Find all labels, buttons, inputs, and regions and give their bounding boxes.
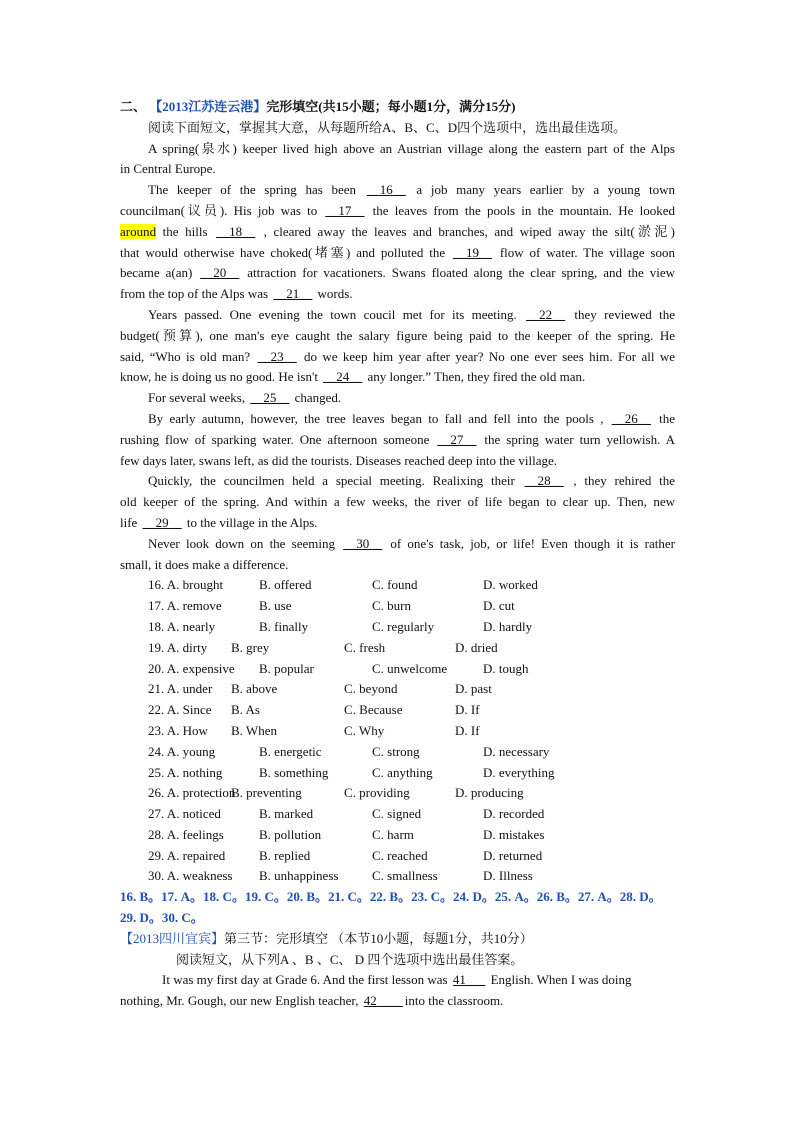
option-row bbox=[120, 866, 675, 887]
option-choice: D. returned bbox=[483, 847, 543, 863]
option-choice: B. use bbox=[259, 598, 292, 614]
option-choice: B. When bbox=[231, 722, 277, 738]
text-run: , they rehired the bbox=[565, 473, 675, 489]
blank-16: __16__ bbox=[366, 182, 406, 198]
option-row bbox=[120, 721, 675, 742]
option-choice: C. strong bbox=[372, 743, 420, 759]
blank-41: 41___ bbox=[452, 972, 486, 988]
passage-paragraph-7 bbox=[120, 534, 675, 576]
option-choice: D. producing bbox=[455, 785, 524, 801]
passage-line: budget(预算), one man's eye caught the salary figure being paid to the keeper of the spring. He bbox=[120, 327, 675, 343]
text-run: rushing flow of sparking water. One afternoon someone bbox=[120, 431, 436, 447]
passage-line bbox=[120, 347, 675, 368]
section2-source-tag: 【2013四川宜宾】 bbox=[120, 930, 225, 946]
text-run: Quickly, the councilmen held a special meeting. Realixing their bbox=[148, 473, 523, 489]
passage-paragraph-6 bbox=[120, 471, 675, 533]
option-row bbox=[120, 825, 675, 846]
option-row bbox=[120, 679, 675, 700]
text-run: It was my first day at Grade 6. And the first lesson was bbox=[162, 972, 451, 988]
text-run: to the village in the Alps. bbox=[183, 514, 318, 530]
passage-paragraph-4 bbox=[120, 388, 675, 409]
blank-28: __28__ bbox=[524, 473, 564, 489]
option-choice: D. If bbox=[455, 702, 480, 718]
passage-line bbox=[120, 367, 675, 388]
option-choice: B. preventing bbox=[231, 785, 302, 801]
option-row bbox=[120, 700, 675, 721]
text-run: became a(an) bbox=[120, 265, 199, 281]
option-choice: C. Because bbox=[344, 702, 403, 718]
option-choice: 21. A. under bbox=[148, 681, 213, 697]
section2-instruction: 阅读短文，从下列A 、B 、C、 D 四个选项中选出最佳答案。 bbox=[176, 951, 524, 967]
option-choice: D. past bbox=[455, 681, 492, 697]
option-choice: C. fresh bbox=[344, 639, 386, 655]
passage2-line bbox=[120, 991, 675, 1012]
blank-29: __29__ bbox=[142, 514, 182, 530]
option-choice: D. hardly bbox=[483, 618, 533, 634]
blank-17: __17__ bbox=[325, 202, 365, 218]
option-row bbox=[120, 742, 675, 763]
blank-24: __24__ bbox=[323, 369, 363, 385]
passage-line: in Central Europe. bbox=[120, 161, 216, 177]
option-choice: B. marked bbox=[259, 806, 314, 822]
option-choice: 23. A. How bbox=[148, 722, 208, 738]
option-choice: B. pollution bbox=[259, 826, 322, 842]
passage-line bbox=[120, 201, 675, 222]
option-choice: D. mistakes bbox=[483, 826, 545, 842]
text-run: For several weeks, bbox=[148, 390, 249, 406]
option-choice: B. replied bbox=[259, 847, 311, 863]
text-run: changed. bbox=[291, 390, 342, 406]
answer-key-line-1: 16. B。17. A。18. C。19. C。20. B。21. C。22. B。23. C。24. D。25. A。26. B。27. A。28. D。 bbox=[120, 889, 662, 905]
text-run: life bbox=[120, 514, 141, 530]
option-choice: C. smallness bbox=[372, 868, 438, 884]
option-choice: 22. A. Since bbox=[148, 702, 212, 718]
option-choice: C. reached bbox=[372, 847, 428, 863]
option-choice: B. energetic bbox=[259, 743, 322, 759]
option-row bbox=[120, 638, 675, 659]
passage-line bbox=[120, 430, 675, 451]
section1-heading bbox=[120, 97, 675, 118]
text-run: Never look down on the seeming bbox=[148, 535, 342, 551]
option-choice: D. cut bbox=[483, 598, 515, 614]
option-choice: 25. A. nothing bbox=[148, 764, 223, 780]
text-run: of one's task, job, or life! Even though it is rather bbox=[384, 535, 675, 551]
option-choice: D. worked bbox=[483, 577, 538, 593]
option-choice: C. found bbox=[372, 577, 418, 593]
passage-line: few days later, swans left, as did the tourists. Diseases reached deep into the village. bbox=[120, 452, 558, 468]
passage-paragraph-1 bbox=[120, 139, 675, 181]
blank-20: __20__ bbox=[200, 265, 240, 281]
passage-paragraph-3 bbox=[120, 305, 675, 388]
blank-30: __30__ bbox=[343, 535, 383, 551]
blank-42: 42____ bbox=[363, 993, 403, 1009]
option-choice: 18. A. nearly bbox=[148, 618, 216, 634]
highlighted-word: around bbox=[120, 223, 157, 239]
option-choice: C. burn bbox=[372, 598, 411, 614]
option-choice: 17. A. remove bbox=[148, 598, 222, 614]
options-list bbox=[120, 575, 675, 887]
text-run: words. bbox=[314, 286, 353, 302]
text-run: a job many years earlier by a young town bbox=[407, 182, 675, 198]
option-choice: C. signed bbox=[372, 806, 422, 822]
option-choice: B. As bbox=[231, 702, 260, 718]
option-choice: C. harm bbox=[372, 826, 414, 842]
text-run: from the top of the Alps was bbox=[120, 286, 272, 302]
passage-line bbox=[120, 243, 675, 264]
passage-line: A spring(泉水) keeper lived high above an Austrian village along the eastern part of the Alps bbox=[148, 140, 675, 156]
text-run: , cleared away the leaves and branches, and wiped away the silt(淤泥) bbox=[257, 223, 676, 239]
option-choice: 29. A. repaired bbox=[148, 847, 226, 863]
option-choice: D. Illness bbox=[483, 868, 533, 884]
blank-23: __23__ bbox=[257, 348, 297, 364]
text-run: The keeper of the spring has been bbox=[148, 182, 365, 198]
section2-heading-title: 第三节：完形填空 （本节10小题，每题1分，共10分） bbox=[224, 930, 533, 946]
passage-line bbox=[120, 284, 675, 305]
option-choice: B. offered bbox=[259, 577, 312, 593]
text-run: Years passed. One evening the town coucil met for its meeting. bbox=[148, 306, 525, 322]
option-choice: C. providing bbox=[344, 785, 410, 801]
section1-instruction: 阅读下面短文，掌握其大意，从每题所给A、B、C、D四个选项中，选出最佳选项。 bbox=[148, 119, 627, 135]
text-run: know, he is doing us no good. He isn't bbox=[120, 369, 322, 385]
section1-heading-title: 完形填空(共15小题；每小题1分，满分15分) bbox=[266, 99, 516, 114]
text-run: nothing, Mr. Gough, our new English teacher, bbox=[120, 993, 362, 1009]
text-run: any longer.” Then, they fired the old man. bbox=[364, 369, 586, 385]
text-run: the leaves from the pools in the mountain. He looked bbox=[366, 202, 676, 218]
option-row bbox=[120, 783, 675, 804]
passage-line: old keeper of the spring. And within a few weeks, the river of life began to clear up. Then, new bbox=[120, 494, 675, 510]
option-choice: C. beyond bbox=[344, 681, 398, 697]
blank-26: __26__ bbox=[611, 410, 651, 426]
option-choice: B. above bbox=[231, 681, 278, 697]
text-run: the spring water turn yellowish. A bbox=[478, 431, 675, 447]
option-choice: 20. A. expensive bbox=[148, 660, 235, 676]
text-run: they reviewed the bbox=[567, 306, 675, 322]
option-choice: B. grey bbox=[231, 639, 270, 655]
section1-heading-prefix: 二、 bbox=[120, 99, 147, 114]
text-run: the bbox=[652, 410, 675, 426]
option-choice: 16. A. brought bbox=[148, 577, 224, 593]
text-run: English. When I was doing bbox=[487, 972, 632, 988]
option-choice: 26. A. protection bbox=[148, 785, 236, 801]
option-choice: 28. A. feelings bbox=[148, 826, 224, 842]
option-choice: D. everything bbox=[483, 764, 555, 780]
passage-paragraph-5 bbox=[120, 409, 675, 471]
blank-25: __25__ bbox=[250, 390, 290, 406]
option-choice: 24. A. young bbox=[148, 743, 216, 759]
option-choice: C. anything bbox=[372, 764, 433, 780]
text-run: the hills bbox=[156, 223, 215, 239]
option-row bbox=[120, 804, 675, 825]
option-row bbox=[120, 846, 675, 867]
option-choice: D. If bbox=[455, 722, 480, 738]
option-choice: C. Why bbox=[344, 722, 385, 738]
text-run: councilman(议员). His job was to bbox=[120, 202, 324, 218]
option-choice: B. something bbox=[259, 764, 329, 780]
text-run: into the classroom. bbox=[404, 993, 504, 1009]
text-run: that would otherwise have choked(堵塞) and polluted the bbox=[120, 244, 451, 260]
text-run: attraction for vacationers. Swans floated along the clear spring, and the view bbox=[241, 265, 675, 281]
option-choice: C. regularly bbox=[372, 618, 435, 634]
section1-source-tag: 【2013江苏连云港】 bbox=[149, 99, 267, 114]
option-choice: D. necessary bbox=[483, 743, 550, 759]
passage-line bbox=[120, 534, 675, 555]
passage-line bbox=[120, 305, 675, 326]
option-row bbox=[120, 659, 675, 680]
option-choice: C. unwelcome bbox=[372, 660, 448, 676]
option-row bbox=[120, 575, 675, 596]
option-choice: 27. A. noticed bbox=[148, 806, 221, 822]
passage-line bbox=[120, 471, 675, 492]
option-choice: D. recorded bbox=[483, 806, 545, 822]
option-row bbox=[120, 617, 675, 638]
blank-19: __19__ bbox=[453, 244, 492, 260]
passage2-line bbox=[120, 970, 675, 991]
option-row bbox=[120, 596, 675, 617]
passage-line bbox=[120, 263, 675, 284]
section2-heading bbox=[120, 929, 675, 950]
option-choice: D. tough bbox=[483, 660, 529, 676]
text-run: said, “Who is old man? bbox=[120, 348, 256, 364]
passage-line bbox=[120, 409, 675, 430]
passage-paragraph-2 bbox=[120, 180, 675, 305]
passage-line bbox=[120, 513, 675, 534]
option-row bbox=[120, 763, 675, 784]
text-run: By early autumn, however, the tree leaves began to fall and fell into the pools , bbox=[148, 410, 610, 426]
passage-line bbox=[120, 222, 675, 243]
option-choice: D. dried bbox=[455, 639, 498, 655]
blank-18: __18__ bbox=[216, 223, 256, 239]
blank-22: __22__ bbox=[526, 306, 566, 322]
option-choice: B. unhappiness bbox=[259, 868, 339, 884]
option-choice: B. popular bbox=[259, 660, 314, 676]
blank-21: __21__ bbox=[273, 286, 313, 302]
blank-27: __27__ bbox=[437, 431, 477, 447]
document-page bbox=[120, 97, 675, 1012]
text-run: do we keep him year after year? No one ever sees him. For all we bbox=[298, 348, 675, 364]
passage-line: small, it does make a difference. bbox=[120, 556, 289, 572]
option-choice: 19. A. dirty bbox=[148, 639, 208, 655]
option-choice: B. finally bbox=[259, 618, 309, 634]
passage-line bbox=[120, 180, 675, 201]
answer-key-line-2: 29. D。30. C。 bbox=[120, 910, 204, 926]
option-choice: 30. A. weakness bbox=[148, 868, 233, 884]
text-run: flow of water. The village soon bbox=[494, 244, 675, 260]
